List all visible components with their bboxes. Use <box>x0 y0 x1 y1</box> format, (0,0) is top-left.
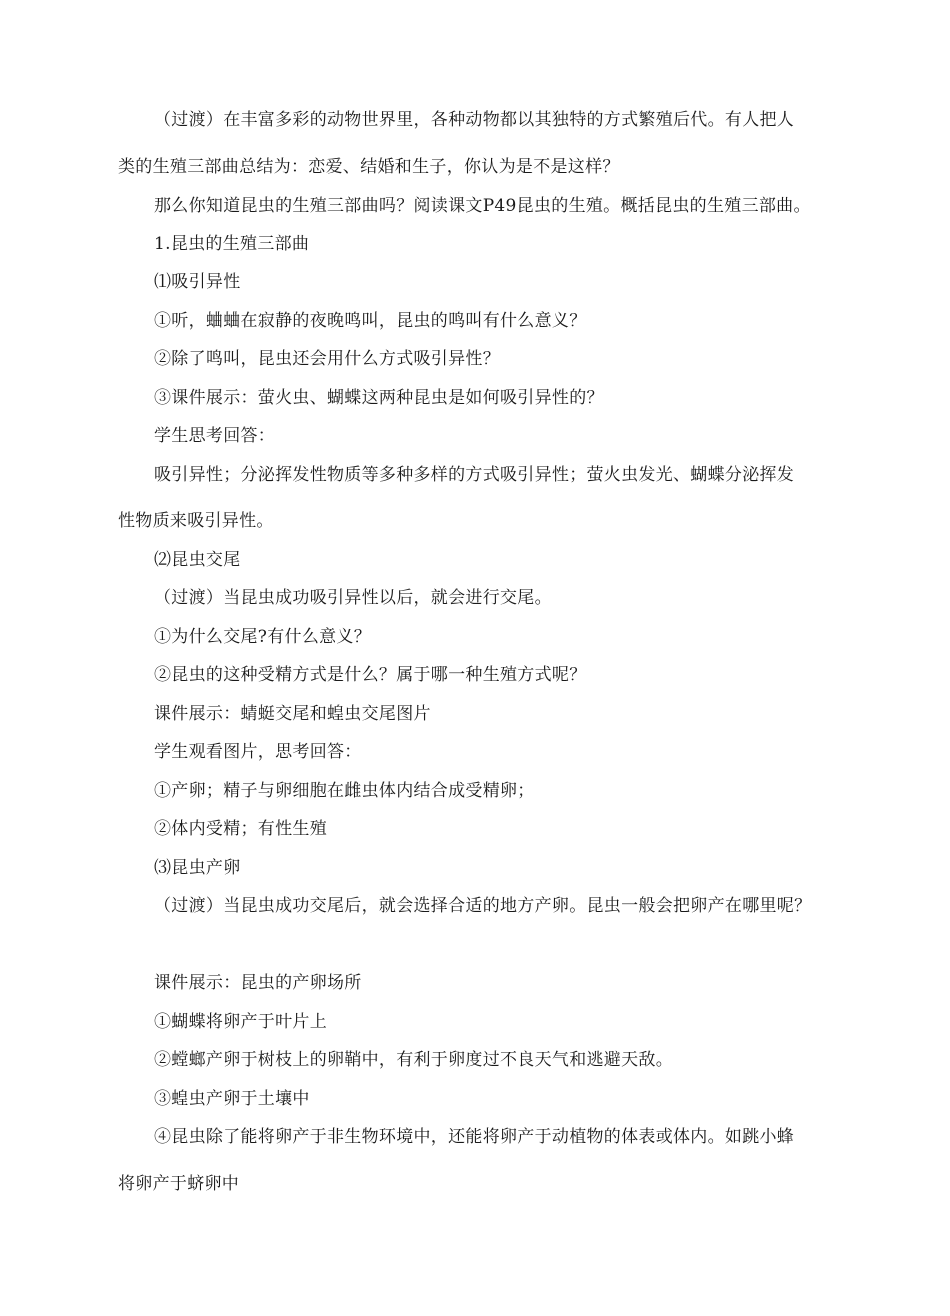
courseware-line: 课件展示：昆虫的产卵场所 <box>154 973 362 993</box>
transition-line: （过渡）当昆虫成功交尾后，就会选择合适的地方产卵。昆虫一般会把卵产在哪里呢？ <box>154 896 812 916</box>
list-item-line2: 将卵产于蛴卵中 <box>118 1174 240 1194</box>
list-item: ②螳螂产卵于树枝上的卵鞘中，有利于卵度过不良天气和逃避天敌。 <box>154 1050 673 1070</box>
paragraph-transition-intro-line1: （过渡）在丰富多彩的动物世界里，各种动物都以其独特的方式繁殖后代。有人把人 <box>154 110 795 130</box>
answer-paragraph-line1: 吸引异性；分泌挥发性物质等多种多样的方式吸引异性；萤火虫发光、蝴蝶分泌挥发 <box>154 465 795 485</box>
courseware-line: 课件展示：蜻蜓交尾和蝗虫交尾图片 <box>154 704 431 724</box>
subsection-heading-mating: ⑵昆虫交尾 <box>154 550 241 570</box>
answer-item: ②体内受精；有性生殖 <box>154 819 327 839</box>
answer-item: ①产卵；精子与卵细胞在雌虫体内结合成受精卵； <box>154 781 535 801</box>
answer-paragraph-line2: 性物质来吸引异性。 <box>118 511 274 531</box>
question-item: ②除了鸣叫，昆虫还会用什么方式吸引异性？ <box>154 349 500 369</box>
subsection-heading-laying: ⑶昆虫产卵 <box>154 858 241 878</box>
question-item: ①听，蛐蛐在寂静的夜晚鸣叫，昆虫的鸣叫有什么意义？ <box>154 311 587 331</box>
paragraph-transition-intro-line2: 类的生殖三部曲总结为：恋爱、结婚和生子，你认为是不是这样？ <box>118 157 620 177</box>
paragraph-reading-prompt: 那么你知道昆虫的生殖三部曲吗？阅读课文P49昆虫的生殖。概括昆虫的生殖三部曲。 <box>154 196 811 216</box>
transition-line: （过渡）当昆虫成功吸引异性以后，就会进行交尾。 <box>154 588 552 608</box>
list-item: ③蝗虫产卵于土壤中 <box>154 1089 310 1109</box>
student-answer-label: 学生观看图片，思考回答： <box>154 742 362 762</box>
question-item: ③课件展示：萤火虫、蝴蝶这两种昆虫是如何吸引异性的？ <box>154 388 604 408</box>
list-item-line1: ④昆虫除了能将卵产于非生物环境中，还能将卵产于动植物的体表或体内。如跳小蜂 <box>154 1127 795 1147</box>
subsection-heading-attract: ⑴吸引异性 <box>154 272 241 292</box>
question-item: ②昆虫的这种受精方式是什么？属于哪一种生殖方式呢？ <box>154 665 587 685</box>
question-item: ①为什么交尾?有什么意义？ <box>154 627 372 647</box>
student-answer-label: 学生思考回答： <box>154 426 276 446</box>
section-heading: 1.昆虫的生殖三部曲 <box>154 234 310 254</box>
list-item: ①蝴蝶将卵产于叶片上 <box>154 1012 327 1032</box>
